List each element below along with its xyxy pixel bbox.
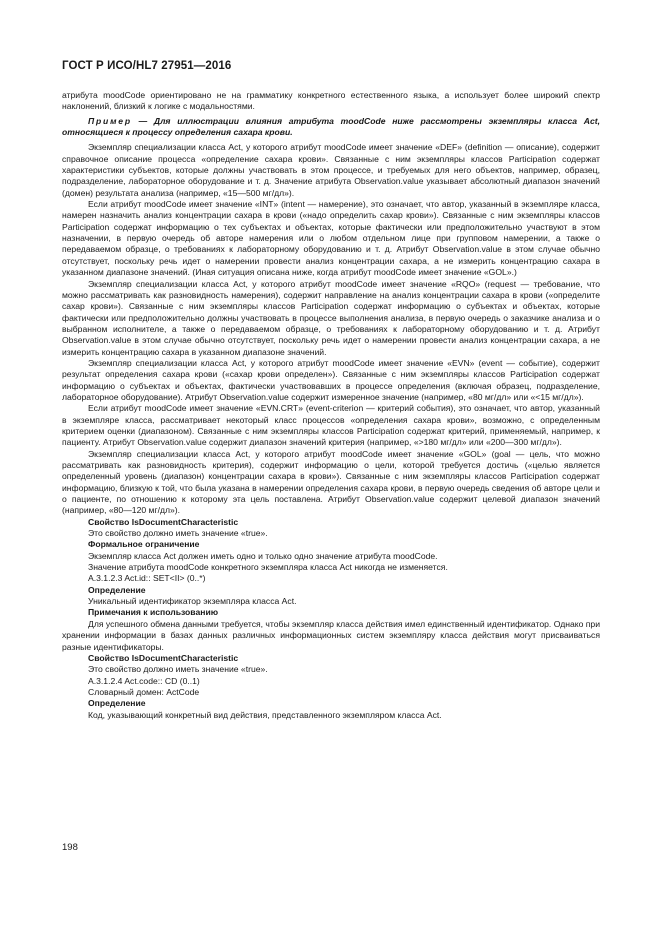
line-true-value-2: Это свойство должно иметь значение «true».	[88, 664, 268, 675]
line-act-code-attribute: A.3.1.2.4 Act.code:: CD (0..1)	[88, 675, 200, 686]
page-number: 198	[62, 842, 78, 853]
document-body	[62, 90, 600, 721]
paragraph-rqo: Экземпляр специализации класса Act, у которого атрибут moodCode имеет значение «RQO» (request — требование, что можно рассматривать как разновидность намерения), содержит направление на анализ концентрации сахара в крови («определите сахар крови»). Связанные с ним экземпляры классов Participation содержат информацию о субъектах и объектах, которые фактически или предположительно должны участвовать в процессе выполнения анализа, в первую очередь о заказчике анализа и о выбранном исполнителе, а также о передаваемом образце, о требованиях к лабораторному оборудованию и т. д. Атрибут Observation.value в этом случае обычно отсутствует, поскольку речь идет о намерении провести анализ концентрации сахара, а не измерить концентрацию сахара в указанном диапазоне значений.	[62, 278, 600, 357]
example-text: — Для иллюстрации влияния атрибута moodCode ниже рассмотрены экземпляры класса Act, относящиеся к процессу определения сахара крови.	[62, 115, 600, 138]
heading-definition-2: Определение	[88, 698, 146, 709]
line-definition-code: Код, указывающий конкретный вид действия, представленного экземпляром класса Act.	[88, 709, 442, 720]
paragraph-evn-crt: Если атрибут moodCode имеет значение «EVN.CRT» (event-criterion — критерий события), это означает, что автор, указанный в экземпляре класса, рассматривает некоторый класс процессов «определения сахара крови», возможно, с определенным критерием оценки (диапазоном). Связанные с ним экземпляры классов Participation содержат критерий, применяемый, например, к пациенту. Атрибут Observation.value содержит диапазон значений критерия (например, «>180 мг/дл» или «200—300 мг/дл»).	[62, 403, 600, 448]
line-formal-constraint-1: Экземпляр класса Act должен иметь одно и только одно значение атрибута moodCode.	[88, 550, 438, 561]
example-lead: Пример	[88, 115, 132, 126]
heading-definition: Определение	[88, 584, 146, 595]
example-note	[62, 116, 600, 139]
line-vocabulary-domain: Словарный домен: ActCode	[88, 686, 200, 697]
paragraph-usage-notes: Для успешного обмена данными требуется, чтобы экземпляр класса действия имел единственный идентификатор. Однако при хранении информации в базах данных различных информационных систем экземпляру класса действия могут присваиваться разные идентификаторы.	[62, 618, 600, 652]
line-definition-id: Уникальный идентификатор экземпляра класса Act.	[88, 596, 297, 607]
heading-formal-constraint: Формальное ограничение	[88, 539, 200, 550]
paragraph-gol: Экземпляр специализации класса Act, у которого атрибут moodCode имеет значение «GOL» (goal — цель, что можно рассматривать как разновидность критерия), содержит информацию о цели, которой требуется достичь («целью является определенный уровень (диапазон) концентрации сахара в крови»). Связанные с ним экземпляры классов Participation содержат информацию, близкую к той, что была указана в намерении определения сахара крови, в первую очередь сведения об авторе цели и о пациенте, по отношению к которому эта цель поставлена. Атрибут Observation.value содержит целевой диапазон значений (например, «80—120 мг/дл»).	[62, 448, 600, 516]
paragraph-int: Если атрибут moodCode имеет значение «INT» (intent — намерение), это означает, что автор, указанный в экземпляре класса, намерен назначить анализ концентрации сахара в крови («надо определить сахар крови»). Связанные с ним экземпляры классов Participation содержат информацию о тех субъектах и объектах, которые фактически или предположительно участвуют в этом назначении, в первую очередь об авторе намерения или о любом отдельном лице при групповом намерении, а также о передаваемом образце, о требованиях к лабораторному оборудованию и т. д. Атрибут Observation.value в этом случае обычно отсутствует, поскольку речь идет о намерении провести анализ концентрации сахара, а не измерить концентрацию сахара в указанном диапазоне значений. (Иная ситуация описана ниже, когда атрибут moodCode имеет значение «GOL».)	[62, 199, 600, 278]
paragraph-continuation: атрибута moodCode ориентировано не на грамматику конкретного естественного языка, а использует более широкий спектр наклонений, близкий к логике с модальностями.	[62, 90, 600, 112]
line-act-id-attribute: A.3.1.2.3 Act.id:: SET<II> (0..*)	[88, 573, 206, 584]
paragraph-def: Экземпляр специализации класса Act, у которого атрибут moodCode имеет значение «DEF» (definition — описание), содержит справочное описание процесса «определение сахара крови». Связанные с ним экземпляры классов Participation содержат характеристики субъектов, которые должны участвовать в этом процессе, и требуемых для него объектов, например, образец, подразделение, лабораторное оборудование и т. д. Значение атрибута Observation.value указывает абсолютный диапазон значений (домен) результата анализа (например, «15—500 мг/дл»).	[62, 142, 600, 198]
heading-usage-notes: Примечания к использованию	[88, 607, 219, 618]
heading-isdocumentcharacteristic: Свойство IsDocumentCharacteristic	[88, 516, 239, 527]
line-true-value: Это свойство должно иметь значение «true».	[88, 528, 268, 539]
line-formal-constraint-2: Значение атрибута moodCode конкретного экземпляра класса Act никогда не изменяется.	[88, 562, 448, 573]
standard-header: ГОСТ Р ИСО/HL7 27951—2016	[62, 60, 232, 72]
paragraph-evn: Экземпляр специализации класса Act, у которого атрибут moodCode имеет значение «EVN» (event — событие), содержит результат определения сахара крови («сахар крови определен»). Связанные с ним экземпляры классов Participation содержат информацию о субъектах и объектах, фактически участвовавших в процессе определения (включая образец, подразделение, лабораторное оборудование). Атрибут Observation.value содержит измеренное значение (например, «80 мг/дл» или «<15 мг/дл»).	[62, 357, 600, 402]
heading-isdocumentcharacteristic-2: Свойство IsDocumentCharacteristic	[88, 652, 239, 663]
